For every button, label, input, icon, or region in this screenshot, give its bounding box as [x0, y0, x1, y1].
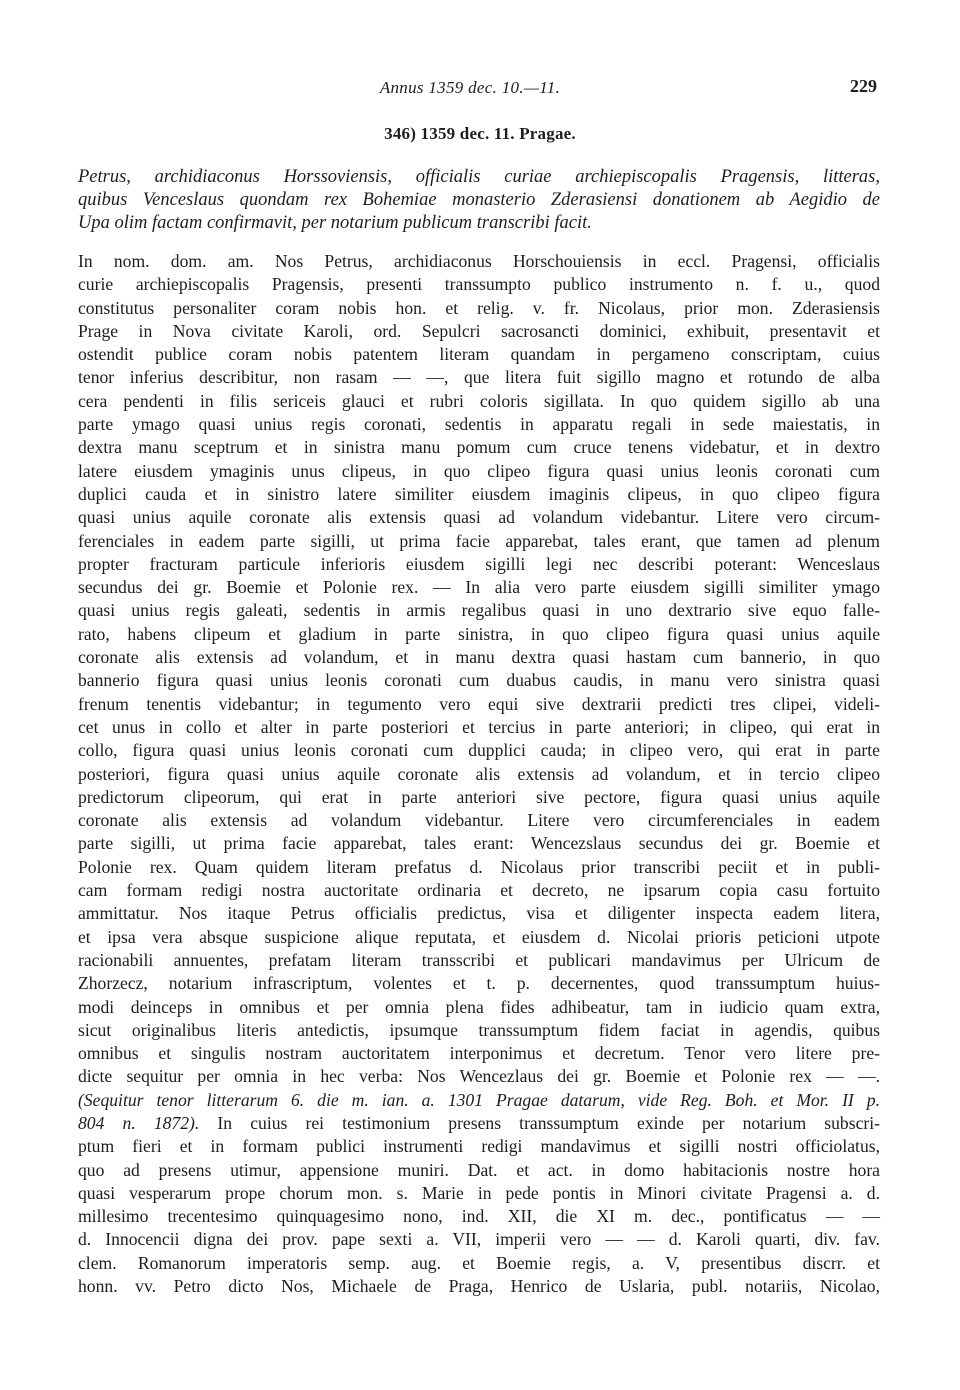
body-line: ferenciales in eadem parte sigilli, ut prima facie apparebat, tales erant, que tamen ad plenum	[78, 530, 880, 551]
body-line: cam formam redigi nostra auctoritate ordinaria et decreto, ne ipsarum copia casu fortuito	[78, 880, 880, 901]
body-line: ammittatur. Nos itaque Petrus officialis predictus, visa et diligenter inspecta eadem litera,	[78, 903, 880, 924]
body-line: latere eiusdem ymaginis unus clipeus, in quo clipeo figura quasi unius leonis coronati cum	[78, 460, 880, 481]
body-line: predictorum clipeorum, qui erat in parte anteriori sive pectore, figura quasi unius aquile	[78, 786, 880, 807]
body-line: ostendit publice coram nobis patentem literam quandam in pergameno conscriptam, cuius	[78, 344, 880, 365]
body-line: propter fracturam particule inferioris eiusdem sigilli legi nec describi poterant: Wenceslaus	[78, 553, 880, 574]
body-line: ptum fieri et in formam publici instrumenti redigi mandavimus et sigilli nostri officiolatus,	[78, 1136, 880, 1157]
body-line: dextra manu sceptrum et in sinistra manu pomum cum cruce tenens videbatur, et in dextro	[78, 437, 880, 458]
body-line: cera pendenti in filis sericeis glauci et rubri coloris sigillata. In quo quidem sigillo ab una	[78, 390, 880, 411]
body-line: et ipsa vera absque suspicione alique reputata, et eiusdem d. Nicolai prioris peticioni utpote	[78, 926, 880, 947]
body-line: coronate alis extensis ad volandum videbantur. Litere vero circumferenciales in eadem	[78, 810, 880, 831]
body-line: constitutus personaliter coram nobis hon. et relig. v. fr. Nicolaus, prior mon. Zderasiensis	[78, 297, 880, 318]
body-line: Prage in Nova civitate Karoli, ord. Sepulcri sacrosancti dominici, exhibuit, presentavit et	[78, 320, 880, 341]
body-line: posteriori, figura quasi unius aquile coronate alis extensis ad volandum, et in tercio clipeo	[78, 763, 880, 784]
body-line: secundus dei gr. Boemie et Polonie rex. — In alia vero parte eiusdem sigilli similiter ymago	[78, 577, 880, 598]
body-line: frenum tenentis videbantur; in tegumento vero equi sive dextrarii predicti tres clipei, videli-	[78, 693, 880, 714]
body-line: clem. Romanorum imperatoris semp. aug. et Boemie regis, a. V, presentibus discrr. et	[78, 1252, 880, 1273]
body-line: parte ymago quasi unius regis coronati, sedentis in apparatu regali in sede maiestatis, in	[78, 414, 880, 435]
running-title: Annus 1359 dec. 10.—11.	[379, 78, 561, 97]
body-line: parte sigilli, ut prima facie apparebat, tales erant: Wencezslaus secundus dei gr. Boemie et	[78, 833, 880, 854]
body-line: millesimo trecentesimo quinquagesimo nono, ind. XII, die XI m. dec., pontificatus — —	[78, 1206, 880, 1227]
body-line: racionabili annuentes, prefatam literam transscribi et publicari mandavimus per Ulricum de	[78, 949, 880, 970]
body-line: modi deinceps in omnibus et per omnia plena fides adhibeatur, tam in iudicio quam extra,	[78, 996, 880, 1017]
body-line-italic-reference: (Sequitur tenor litterarum 6. die m. ian. a. 1301 Pragae datarum, vide Reg. Boh. et Mor. II p.	[78, 1089, 880, 1110]
body-line: bannerio figura quasi unius leonis coronati cum duabus caudis, in manu vero sinistra quasi	[78, 670, 880, 691]
body-line: sicut originalibus literis antedictis, ipsumque transsumptum fidem faciat in agendis, quibus	[78, 1019, 880, 1040]
body-line-mixed	[78, 1112, 880, 1135]
body-line: quasi unius regis galeati, sedentis in armis regalibus quasi in uno dextrario sive equo falle-	[78, 600, 880, 621]
reference-citation: 804 n. 1872).	[78, 1112, 200, 1133]
body-line: dicte sequitur per omnia in hec verba: Nos Wencezlaus dei gr. Boemie et Polonie rex — —.	[78, 1066, 880, 1087]
regest-summary	[78, 166, 880, 235]
body-line: quo ad presens utimur, appensione muniri. Dat. et act. in domo habitacionis nostre hora	[78, 1159, 880, 1180]
body-line: cet unus in collo et alter in parte posteriori et tercius in parte anteriori; in clipeo, qui erat in	[78, 716, 880, 737]
body-line: quasi vesperarum prope chorum mon. s. Marie in pede pontis in Minori civitate Pragensi a. d.	[78, 1182, 880, 1203]
body-line: Polonie rex. Quam quidem literam prefatus d. Nicolaus prior transcribi peciit et in publi-	[78, 856, 880, 877]
body-line-continuation: In cuius rei testimonium presens transsumptum exinde per notarium subscri-	[199, 1112, 880, 1133]
body-line: duplici cauda et in sinistro latere similiter eiusdem imaginis clipeus, in quo clipeo figura	[78, 483, 880, 504]
regest-line: Petrus, archidiaconus Horssoviensis, officialis curiae archiepiscopalis Pragensis, litteras,	[78, 167, 880, 187]
body-line: tenor inferius describitur, non rasam — —, que litera fuit sigillo magno et rotundo de alba	[78, 367, 880, 388]
body-line: d. Innocencii digna dei prov. pape sexti a. VII, imperii vero — — d. Karoli quarti, div. fav.	[78, 1229, 880, 1250]
body-line: honn. vv. Petro dicto Nos, Michaele de Praga, Henrico de Uslaria, publ. notariis, Nicolao,	[78, 1276, 880, 1297]
body-line: Zhorzecz, notarium infrascriptum, volentes et t. p. decernentes, quod transsumptum huius-	[78, 973, 880, 994]
body-line: coronate alis extensis ad volandum, et in manu dextra quasi hastam cum bannerio, in quo	[78, 647, 880, 668]
running-head	[0, 78, 960, 104]
regest-line: Upa olim factam confirmavit, per notarium publicum transcribi facit.	[78, 213, 592, 233]
page-number: 229	[850, 76, 877, 96]
body-line: rato, habens clipeum et gladium in parte sinistra, in quo clipeo figura quasi unius aquile	[78, 623, 880, 644]
body-line: omnibus et singulis nostram auctoritatem interponimus et decretum. Tenor vero litere pre-	[78, 1043, 880, 1064]
document-body	[78, 250, 880, 1298]
body-line: curie archiepiscopalis Pragensis, presenti transsumpto publico instrumento n. f. u., quod	[78, 274, 880, 295]
body-line: In nom. dom. am. Nos Petrus, archidiaconus Horschouiensis in eccl. Pragensi, officialis	[78, 251, 880, 271]
regest-line: quibus Venceslaus quondam rex Bohemiae monasterio Zderasiensi donationem ab Aegidio de	[78, 190, 880, 210]
body-line: collo, figura quasi unius leonis coronati cum dupplici cauda; in clipeo vero, qui erat in parte	[78, 740, 880, 761]
body-line: quasi unius aquile coronate alis extensis quasi ad volandum videbantur. Litere vero circum-	[78, 507, 880, 528]
document-heading: 346) 1359 dec. 11. Pragae.	[384, 124, 576, 143]
